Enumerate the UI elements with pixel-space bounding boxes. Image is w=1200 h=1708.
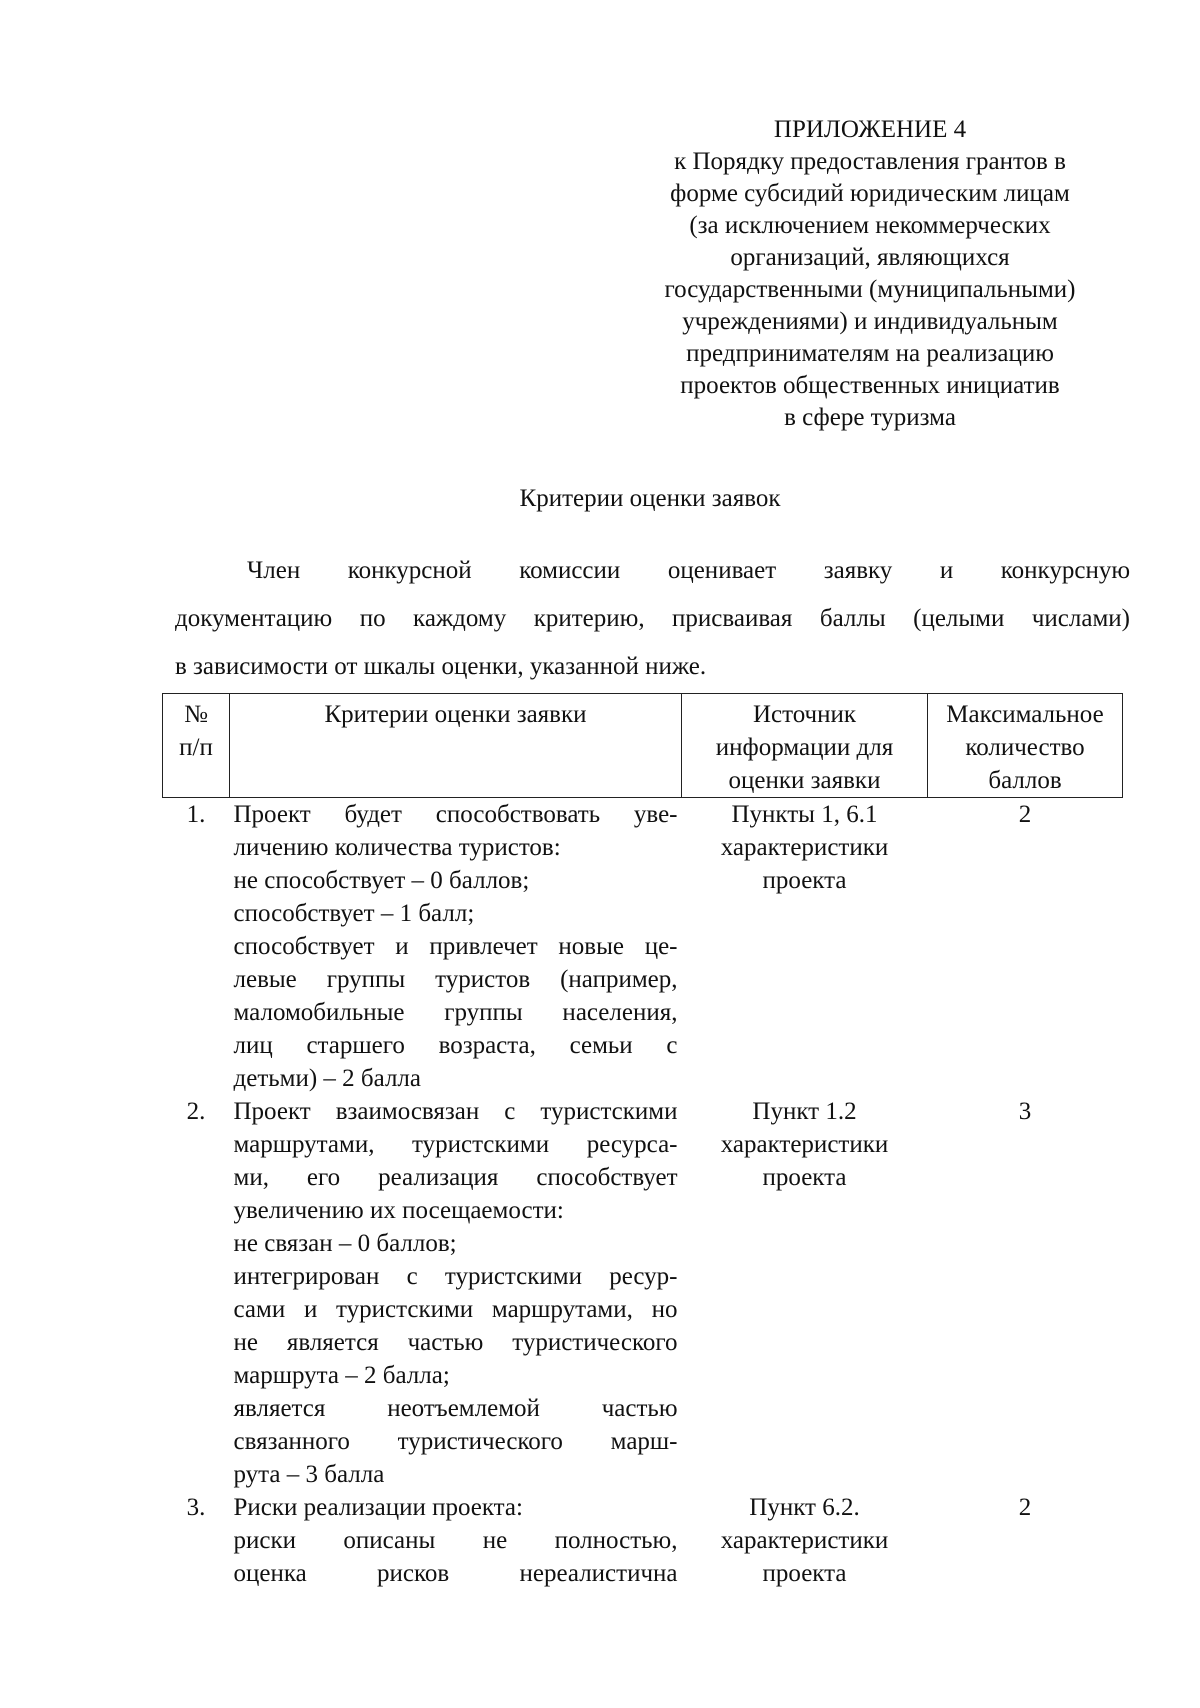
header-source-line: Источник (752, 701, 857, 728)
criteria-line: является неотъемлемой частью (233, 1395, 678, 1422)
appendix-line: предпринимателям на реализацию (686, 340, 1054, 367)
source-line: проекта (762, 1560, 847, 1587)
intro-line: документацию по каждому критерию, присваивая баллы (целыми числами) (175, 605, 1130, 632)
header-source (682, 694, 928, 798)
criteria-line: не способствует – 0 баллов; (233, 867, 530, 894)
intro-line: в зависимости от шкалы оценки, указанной ниже. (175, 653, 707, 680)
header-criteria (230, 694, 682, 798)
criteria-line: левые группы туристов (например, (233, 966, 678, 993)
table-row (163, 1095, 1123, 1491)
row-max-score: 2 (1018, 1494, 1032, 1521)
row-source (682, 1491, 928, 1590)
appendix-line: проектов общественных инициатив (680, 372, 1060, 399)
appendix-line: в сфере туризма (784, 404, 956, 431)
criteria-line: лиц старшего возраста, семьи с (233, 1032, 678, 1059)
row-source (682, 798, 928, 1096)
header-num-line: п/п (179, 734, 213, 761)
source-line: Пункт 1.2 (752, 1098, 857, 1125)
criteria-table (162, 693, 1123, 1590)
document-title: Критерии оценки заявок (519, 485, 781, 512)
criteria-line: Проект взаимосвязан с туристскими (233, 1098, 678, 1125)
header-max (928, 694, 1123, 798)
appendix-line: учреждениями) и индивидуальным (682, 308, 1058, 335)
row-number: 1. (186, 801, 206, 828)
criteria-line: не связан – 0 баллов; (233, 1230, 457, 1257)
appendix-line: форме субсидий юридическим лицам (670, 180, 1070, 207)
source-line: характеристики (720, 1131, 889, 1158)
criteria-line: маршрута – 2 балла; (233, 1362, 450, 1389)
row-number: 3. (186, 1494, 206, 1521)
table-header-row (163, 694, 1123, 798)
criteria-line: связанного туристического марш- (233, 1428, 678, 1455)
row-criteria (230, 1095, 682, 1491)
row-criteria (230, 1491, 682, 1590)
criteria-line: ми, его реализация способствует (233, 1164, 678, 1191)
criteria-line: риски описаны не полностью, (233, 1527, 678, 1554)
criteria-line: оценка рисков нереалистична (233, 1560, 678, 1587)
criteria-line: Проект будет способствовать уве- (233, 801, 678, 828)
criteria-line: сами и туристскими маршрутами, но (233, 1296, 678, 1323)
header-criteria-line: Критерии оценки заявки (324, 701, 587, 728)
header-max-line: Максимальное (946, 701, 1104, 728)
row-max-score: 3 (1018, 1098, 1032, 1125)
criteria-line: маломобильные группы населения, (233, 999, 678, 1026)
header-source-line: информации для (715, 734, 894, 761)
criteria-line: способствует – 1 балл; (233, 900, 475, 927)
table-row (163, 798, 1123, 1096)
appendix-line: государственными (муниципальными) (664, 276, 1076, 303)
criteria-line: увеличению их посещаемости: (233, 1197, 564, 1224)
criteria-line: личению количества туристов: (233, 834, 561, 861)
appendix-line: (за исключением некоммерческих (689, 212, 1051, 239)
source-line: характеристики (720, 834, 889, 861)
criteria-line: маршрутами, туристскими ресурса- (233, 1131, 678, 1158)
intro-paragraph (175, 547, 1130, 691)
criteria-line: не является частью туристического (233, 1329, 678, 1356)
source-line: Пункты 1, 6.1 (731, 801, 878, 828)
source-line: проекта (762, 867, 847, 894)
source-line: характеристики (720, 1527, 889, 1554)
criteria-line: рута – 3 балла (233, 1461, 385, 1488)
header-num-line: № (184, 701, 208, 728)
row-source (682, 1095, 928, 1491)
appendix-header (630, 114, 1110, 434)
header-max-line: баллов (988, 767, 1062, 794)
intro-line: Член конкурсной комиссии оценивает заявку и конкурсную (247, 557, 1130, 584)
criteria-line: способствует и привлечет новые це- (233, 933, 678, 960)
criteria-line: Риски реализации проекта: (233, 1494, 523, 1521)
header-source-line: оценки заявки (728, 767, 881, 794)
table-row (163, 1491, 1123, 1590)
header-num (163, 694, 230, 798)
row-number: 2. (186, 1098, 206, 1125)
criteria-line: детьми) – 2 балла (233, 1065, 421, 1092)
criteria-line: интегрирован с туристскими ресур- (233, 1263, 678, 1290)
source-line: Пункт 6.2. (749, 1494, 860, 1521)
appendix-title: ПРИЛОЖЕНИЕ 4 (773, 116, 967, 143)
row-criteria (230, 798, 682, 1096)
header-max-line: количество (965, 734, 1085, 761)
appendix-line: к Порядку предоставления грантов в (674, 148, 1066, 175)
source-line: проекта (762, 1164, 847, 1191)
row-max-score: 2 (1018, 801, 1032, 828)
appendix-line: организаций, являющихся (730, 244, 1010, 271)
